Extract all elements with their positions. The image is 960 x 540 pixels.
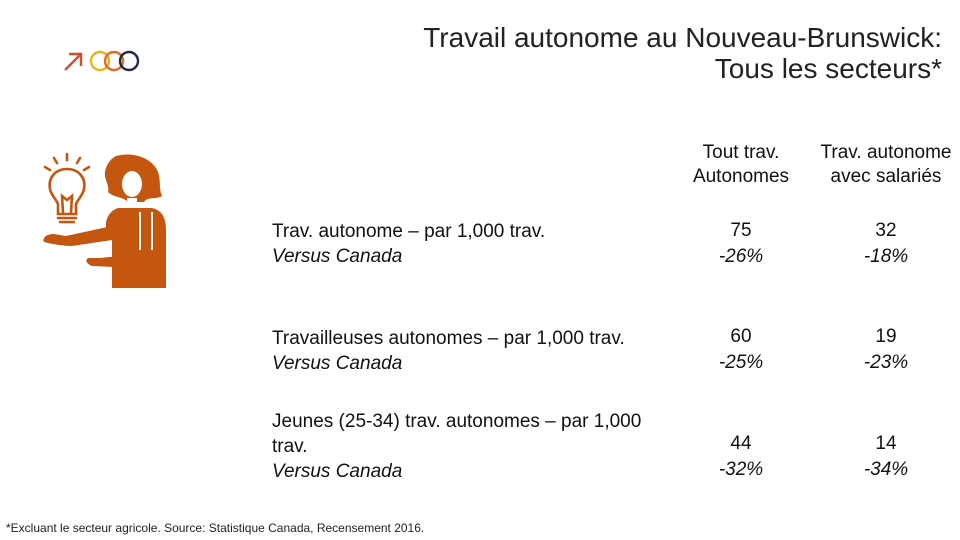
row-label-youth-self-employed [272,409,642,484]
column-header-line-2: avec salariés [830,166,942,187]
arrow-circles-logo-icon [62,49,140,73]
row-versus-label: Versus Canada [272,461,403,482]
column-header-line-1: Trav. autonome [820,142,952,163]
column-header-line-1: Tout trav. [702,142,780,163]
cell-percent: -25% [718,352,764,373]
cell-percent: -18% [863,246,909,267]
table-cell [826,218,946,270]
cell-value: 60 [730,326,752,347]
cell-value: 19 [875,326,897,347]
row-label-women-self-employed [272,326,672,376]
table-cell [826,324,946,376]
page-title [242,22,942,84]
row-versus-label: Versus Canada [272,353,403,374]
row-label-text: Trav. autonome – par 1,000 trav. [272,221,546,242]
row-label-text: Travailleuses autonomes – par 1,000 trav. [272,328,625,349]
cell-value: 75 [730,220,752,241]
cell-percent: -34% [863,459,909,480]
table-cell [681,218,801,270]
column-header-all-self-employed [676,141,806,189]
table-cell [681,431,801,483]
row-label-self-employed [272,219,672,269]
cell-value: 14 [875,433,897,454]
cell-value: 44 [730,433,752,454]
cell-percent: -23% [863,352,909,373]
title-line-2: Tous les secteurs* [714,53,942,84]
cell-percent: -26% [718,246,764,267]
column-header-with-employees [806,141,960,189]
title-line-1: Travail autonome au Nouveau-Brunswick: [423,22,942,53]
person-presenting-lightbulb-icon [36,152,172,288]
row-label-text: Jeunes (25-34) trav. autonomes – par 1,000 trav. [272,411,642,457]
table-cell [681,324,801,376]
column-header-line-2: Autonomes [692,166,790,187]
table-cell [826,431,946,483]
cell-percent: -32% [718,459,764,480]
cell-value: 32 [875,220,897,241]
footnote: *Excluant le secteur agricole. Source: Statistique Canada, Recensement 2016. [6,521,425,535]
row-versus-label: Versus Canada [272,246,403,267]
